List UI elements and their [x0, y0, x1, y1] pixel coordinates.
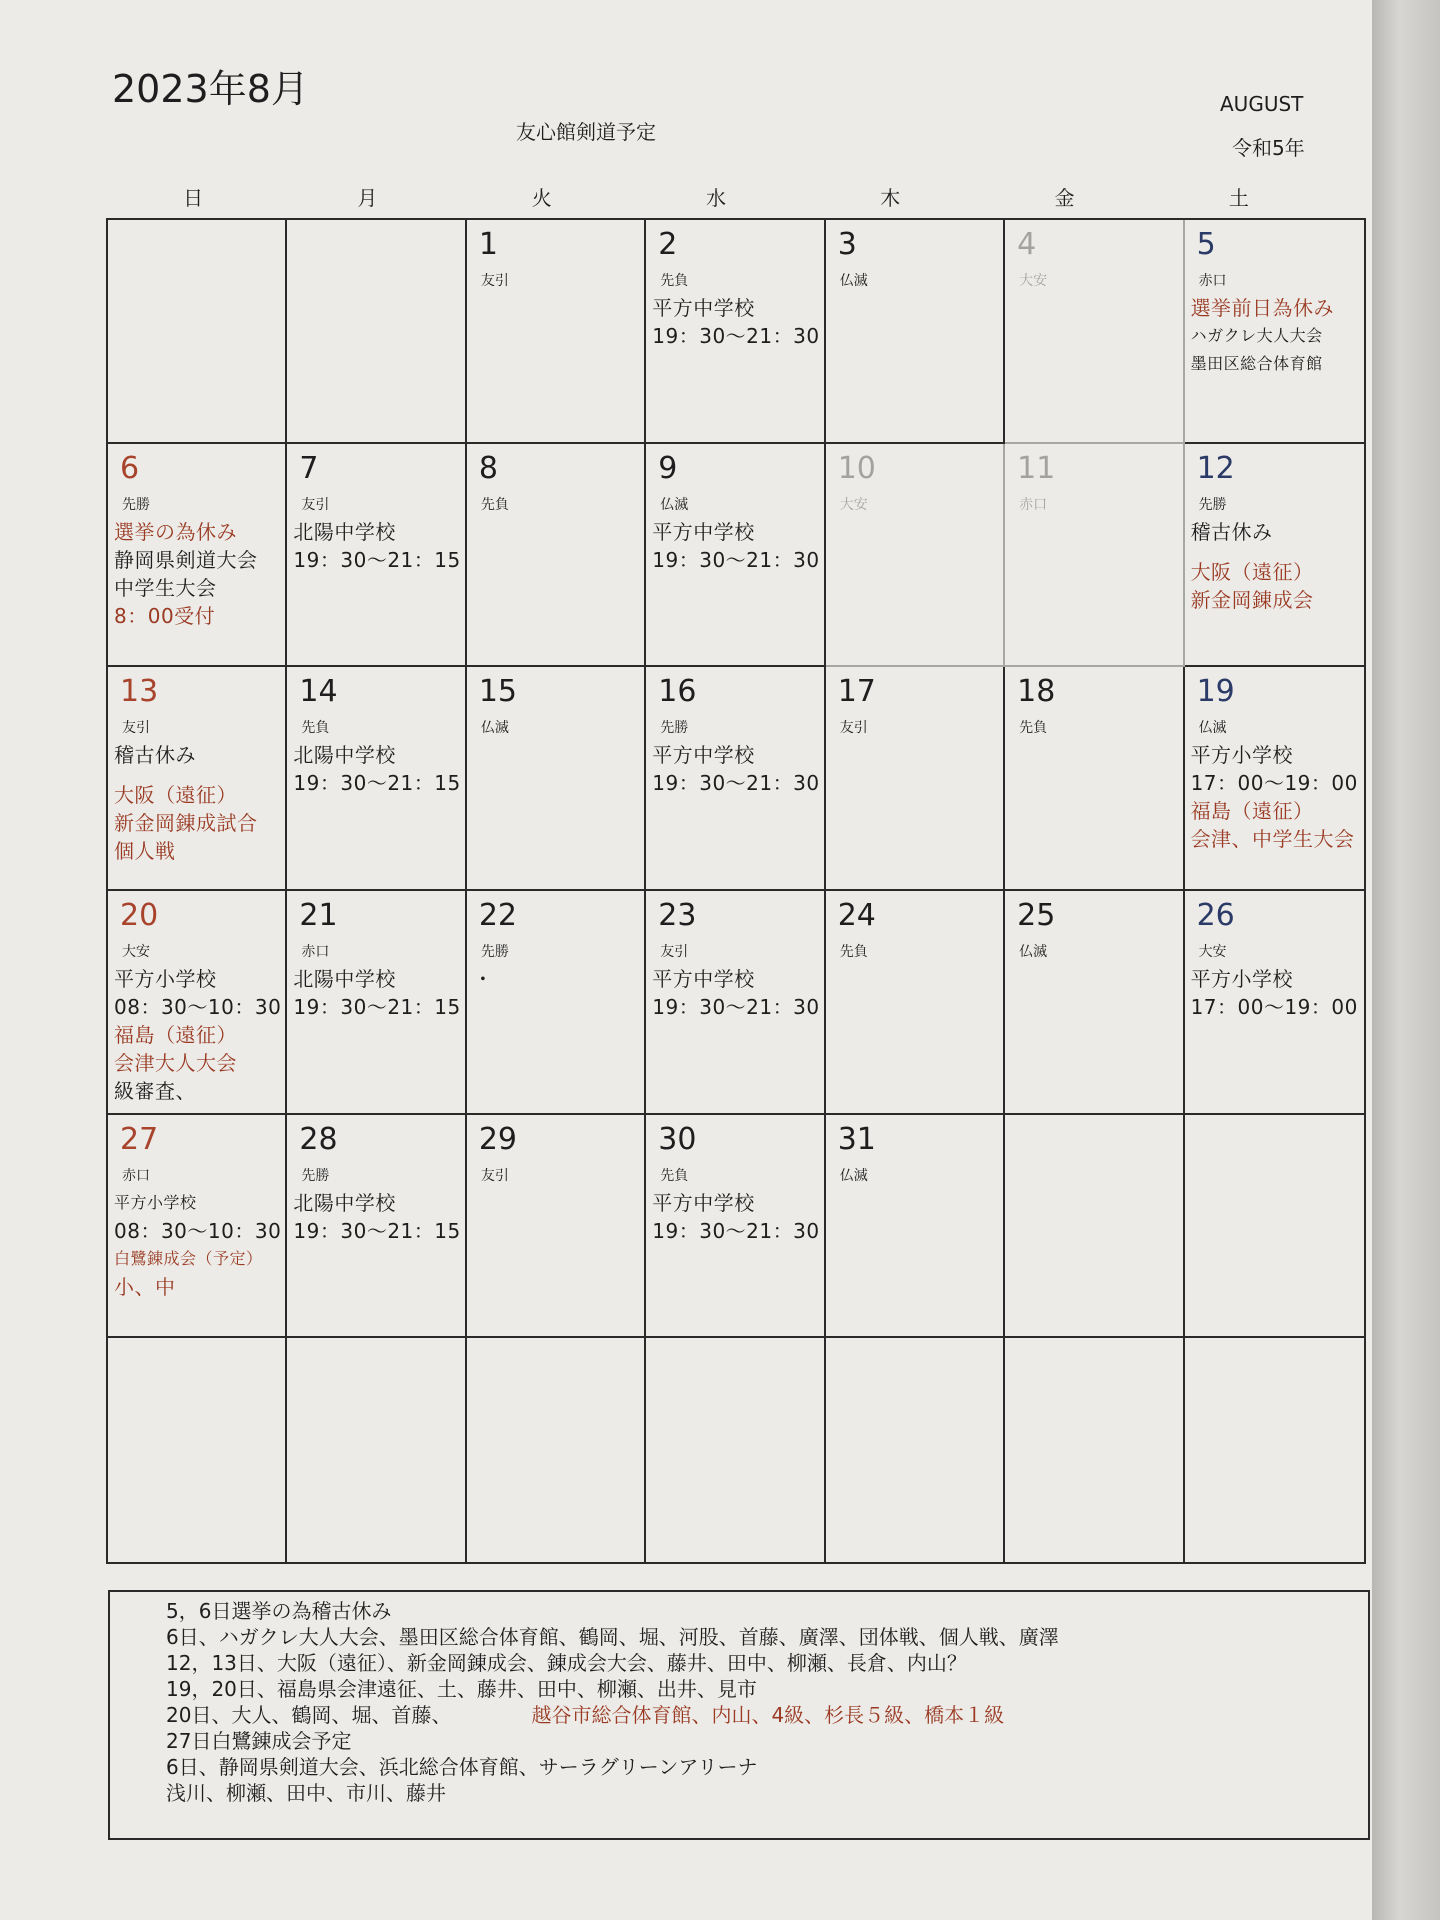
calendar-day-cell: [1185, 667, 1364, 891]
event-line: 新金岡錬成試合: [114, 811, 258, 836]
calendar-day-cell: [826, 1115, 1005, 1339]
event-line: 北陽中学校: [293, 519, 396, 544]
weekday-fri: 金: [1054, 186, 1075, 210]
day-number: 13: [120, 674, 159, 710]
day-number: 8: [478, 450, 498, 486]
calendar-day-cell: [108, 1115, 287, 1339]
event-line: 19：30～21：15: [293, 995, 461, 1019]
event-line: 平方小学校: [1190, 743, 1294, 768]
rokuyo-label: 仏滅: [660, 496, 689, 513]
calendar-day-cell: [1005, 891, 1184, 1115]
note-line: [166, 1676, 1368, 1702]
event-line: 19：30～21：15: [293, 771, 461, 796]
event-line: 白鷺錬成会（予定）: [114, 1248, 263, 1268]
weekday-wed: 水: [705, 186, 726, 210]
calendar-day-cell: [467, 220, 646, 444]
notes-box: [108, 1590, 1370, 1840]
day-number: 29: [478, 1121, 518, 1157]
day-number: 27: [120, 1121, 159, 1157]
rokuyo-label: 先勝: [480, 944, 509, 960]
calendar-day-cell: [1185, 220, 1364, 444]
weekday-header: [106, 178, 1326, 218]
rokuyo-label: 先勝: [301, 1167, 330, 1184]
day-number: 6: [120, 450, 140, 486]
calendar-day-cell: [826, 220, 1005, 444]
day-number: 5: [1196, 227, 1216, 262]
calendar-subtitle: 友心館剣道予定: [516, 120, 656, 144]
event-line: 北陽中学校: [293, 743, 396, 768]
calendar-day-cell: [287, 667, 466, 891]
day-number: 14: [299, 674, 338, 710]
note-text: 12，13日、大阪（遠征）、新金岡錬成会、錬成会大会、藤井、田中、柳瀬、長倉、内山？: [166, 1651, 967, 1675]
note-line: [166, 1624, 1368, 1650]
day-number: 7: [299, 450, 319, 486]
calendar-day-cell: [1185, 1115, 1364, 1339]
calendar-day-cell: [646, 1115, 825, 1339]
event-line: 19：30～21：15: [293, 1218, 461, 1243]
rokuyo-label: 先負: [660, 1167, 689, 1184]
rokuyo-label: 赤口: [1019, 496, 1048, 513]
note-line: [166, 1702, 1368, 1728]
event-line: 平方中学校: [652, 1190, 755, 1215]
day-number: 9: [658, 450, 678, 486]
event-line: 19：30～21：30: [652, 995, 820, 1019]
rokuyo-label: 先負: [839, 944, 868, 960]
calendar-day-cell: [826, 891, 1005, 1115]
event-line: 北陽中学校: [293, 1190, 396, 1215]
calendar-day-cell: [287, 1115, 466, 1339]
note-line: [166, 1780, 1368, 1806]
day-number: 11: [1017, 450, 1056, 486]
event-line: 17：00～19：00: [1190, 771, 1358, 796]
calendar-day-cell: [1005, 667, 1184, 891]
event-line: 選挙前日為休み: [1190, 296, 1335, 320]
rokuyo-label: 友引: [839, 720, 868, 737]
day-number: 23: [658, 898, 697, 933]
day-number: 28: [299, 1121, 338, 1157]
calendar-day-cell: [1005, 1115, 1184, 1339]
note-text: 浅川、柳瀬、田中、市川、藤井: [166, 1781, 446, 1805]
calendar-day-cell: [467, 667, 646, 891]
event-line: 平方中学校: [652, 967, 755, 991]
rokuyo-label: 仏滅: [480, 720, 509, 737]
calendar-day-cell: [1185, 444, 1364, 668]
event-line: 中学生大会: [114, 575, 217, 600]
event-line: 大阪（遠征）: [1190, 559, 1314, 584]
event-line: ・: [472, 967, 494, 991]
calendar-title: 2023年8月: [112, 67, 309, 111]
rokuyo-label: 仏滅: [1198, 720, 1227, 737]
event-line: 会津、中学生大会: [1190, 827, 1355, 852]
day-number: 10: [837, 450, 876, 486]
day-number: 25: [1017, 898, 1056, 933]
calendar-day-cell: [646, 667, 825, 891]
event-line: 級審査、: [114, 1079, 196, 1103]
event-line: 08：30～10：30: [114, 1218, 282, 1243]
note-text: 5，6日選挙の為稽古休み: [166, 1599, 392, 1623]
note-text: 20日、大人、鶴岡、堀、首藤、: [166, 1703, 452, 1727]
event-line: 8：00受付: [114, 603, 216, 628]
rokuyo-label: 赤口: [1198, 273, 1227, 289]
note-line: [166, 1598, 1368, 1624]
calendar-day-cell: [467, 1338, 646, 1562]
event-line: 平方中学校: [652, 519, 755, 544]
rokuyo-label: 友引: [660, 944, 689, 960]
note-text: 6日、ハガクレ大人大会、墨田区総合体育館、鶴岡、堀、河股、首藤、廣澤、団体戦、個人戦、廣澤: [166, 1625, 1059, 1649]
calendar-day-cell: [108, 667, 287, 891]
weekday-mon: 月: [357, 186, 378, 210]
event-line: 福島（遠征）: [114, 1023, 237, 1047]
event-line: 福島（遠征）: [1190, 799, 1314, 824]
rokuyo-label: 友引: [301, 496, 330, 513]
calendar-day-cell: [646, 891, 825, 1115]
rokuyo-label: 赤口: [122, 1167, 150, 1184]
event-line: 19：30～21：30: [652, 324, 820, 348]
calendar-day-cell: [287, 891, 466, 1115]
calendar-day-cell: [646, 444, 825, 668]
rokuyo-label: 仏滅: [839, 1167, 868, 1184]
line-gap: [114, 769, 281, 781]
calendar-day-cell: [287, 220, 466, 444]
event-line: 個人戦: [114, 839, 176, 864]
day-number: 1: [478, 227, 498, 262]
rokuyo-label: 先負: [660, 273, 689, 289]
calendar-day-cell: [1185, 891, 1364, 1115]
day-number: 17: [837, 674, 876, 710]
rokuyo-label: 先負: [301, 720, 330, 737]
day-number: 15: [478, 674, 518, 710]
calendar-day-cell: [108, 891, 287, 1115]
day-number: 20: [120, 898, 159, 933]
rokuyo-label: 大安: [1198, 944, 1227, 960]
rokuyo-label: 大安: [1019, 273, 1048, 289]
calendar-day-cell: [108, 1338, 287, 1562]
calendar-day-cell: [467, 891, 646, 1115]
event-line: 平方小学校: [114, 967, 217, 991]
rokuyo-label: 先勝: [660, 720, 689, 737]
note-line: [166, 1754, 1368, 1780]
note-text-highlight: 越谷市総合体育館、内山、4級、杉長５級、橋本１級: [531, 1703, 1005, 1727]
day-number: 2: [658, 227, 678, 262]
day-number: 16: [658, 674, 697, 710]
calendar-day-cell: [826, 444, 1005, 668]
day-number: 12: [1196, 450, 1235, 486]
rokuyo-label: 仏滅: [1019, 944, 1048, 960]
event-line: 平方中学校: [652, 296, 755, 320]
event-line: 平方小学校: [114, 1192, 197, 1212]
calendar-day-cell: [1185, 1338, 1364, 1562]
event-line: 小、中: [114, 1274, 176, 1299]
calendar-day-cell: [467, 1115, 646, 1339]
day-number: 26: [1196, 898, 1235, 933]
rokuyo-label: 友引: [122, 720, 150, 737]
calendar-day-cell: [467, 444, 646, 668]
calendar-day-cell: [108, 444, 287, 668]
calendar-day-cell: [646, 220, 825, 444]
event-line: 選挙の為休み: [114, 519, 237, 544]
rokuyo-label: 大安: [122, 944, 150, 960]
day-number: 3: [837, 227, 857, 262]
rokuyo-label: 友引: [480, 1167, 509, 1184]
calendar-day-cell: [826, 667, 1005, 891]
note-text: 6日、静岡県剣道大会、浜北総合体育館、サーラグリーンアリーナ: [166, 1755, 758, 1779]
day-number: 18: [1017, 674, 1056, 710]
day-number: 22: [478, 898, 518, 933]
weekday-thu: 木: [880, 186, 901, 210]
note-text: 19，20日、福島県会津遠征、土、藤井、田中、柳瀬、出井、見市: [166, 1677, 757, 1701]
event-line: 墨田区総合体育館: [1190, 354, 1323, 373]
day-number: 19: [1196, 674, 1235, 710]
line-gap: [1191, 546, 1360, 558]
note-line: [166, 1728, 1368, 1754]
event-line: 北陽中学校: [293, 967, 396, 991]
event-line: 静岡県剣道大会: [114, 547, 258, 572]
calendar-day-cell: [287, 444, 466, 668]
event-line: 19：30～21：30: [652, 771, 820, 796]
calendar-day-cell: [287, 1338, 466, 1562]
calendar-day-cell: [1005, 1338, 1184, 1562]
calendar-grid: [106, 218, 1366, 1564]
note-line: [166, 1650, 1368, 1676]
weekday-tue: 火: [531, 186, 552, 210]
weekday-sat: 土: [1228, 186, 1249, 210]
day-number: 30: [658, 1121, 697, 1157]
weekday-sun: 日: [183, 186, 204, 210]
event-line: 平方小学校: [1190, 967, 1294, 991]
event-line: 大阪（遠征）: [114, 783, 237, 808]
rokuyo-label: 友引: [480, 273, 509, 289]
day-number: 31: [837, 1121, 876, 1157]
era-year: 令和5年: [1232, 136, 1305, 160]
calendar-day-cell: [108, 220, 287, 444]
month-english: AUGUST: [1220, 92, 1304, 116]
event-line: 新金岡錬成会: [1190, 587, 1314, 612]
rokuyo-label: 赤口: [301, 944, 330, 960]
calendar-day-cell: [646, 1338, 825, 1562]
note-text: 27日白鷺錬成会予定: [166, 1729, 352, 1753]
rokuyo-label: 大安: [839, 496, 868, 513]
day-number: 21: [299, 898, 338, 933]
event-line: 稽古休み: [1190, 519, 1273, 544]
rokuyo-label: 仏滅: [839, 273, 868, 289]
calendar-day-cell: [826, 1338, 1005, 1562]
event-line: 19：30～21：15: [293, 547, 461, 572]
event-line: 会津大人大会: [114, 1051, 237, 1075]
event-line: 08：30～10：30: [114, 995, 282, 1019]
rokuyo-label: 先勝: [1198, 496, 1227, 513]
event-line: 19：30～21：30: [652, 1218, 820, 1243]
calendar-day-cell: [1005, 220, 1184, 444]
paper-stack-edge: [1372, 0, 1440, 1920]
event-line: 平方中学校: [652, 743, 755, 768]
event-line: 17：00～19：00: [1190, 995, 1358, 1019]
rokuyo-label: 先負: [1019, 720, 1048, 737]
day-number: 24: [837, 898, 876, 933]
event-line: ハガクレ大人大会: [1190, 326, 1323, 345]
calendar-day-cell: [1005, 444, 1184, 668]
rokuyo-label: 先負: [480, 496, 509, 513]
event-line: 稽古休み: [114, 743, 196, 768]
rokuyo-label: 先勝: [122, 496, 150, 513]
day-number: 4: [1017, 227, 1037, 262]
event-line: 19：30～21：30: [652, 547, 820, 572]
